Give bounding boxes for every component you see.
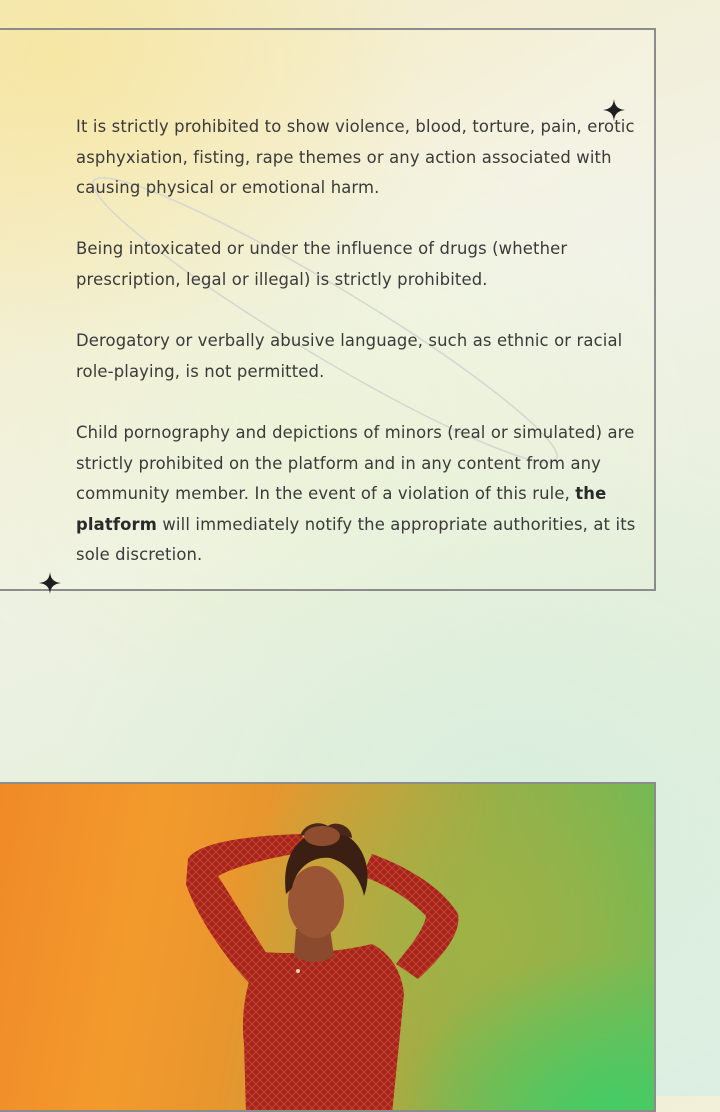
rule-minors [76, 418, 636, 571]
rule-minors-text-end: will immediately notify the appropriate authorities, at its sole discretion. [76, 514, 636, 565]
rule-intoxication: Being intoxicated or under the influence of drugs (whether prescription, legal or illegal) is strictly prohibited. [76, 239, 568, 289]
rule-abusive-language: Derogatory or verbally abusive language, such as ethnic or racial role-playing, is not permitted. [76, 331, 623, 381]
model-photo [0, 782, 656, 1112]
rules-list [76, 112, 636, 571]
sparkle-icon [39, 572, 61, 594]
content-rules-card [0, 28, 656, 591]
model-figure-illustration [0, 784, 656, 1112]
rule-minors-text-start: Child pornography and depictions of minors (real or simulated) are strictly prohibited on the platform and in any content from any community member. In the event of a violation of this rule, [76, 422, 635, 504]
platform-name-bold: the platform [76, 484, 607, 534]
rule-violence: It is strictly prohibited to show violence, blood, torture, pain, erotic asphyxiation, fisting, rape themes or any action associated with causing physical or emotional harm. [76, 117, 635, 198]
